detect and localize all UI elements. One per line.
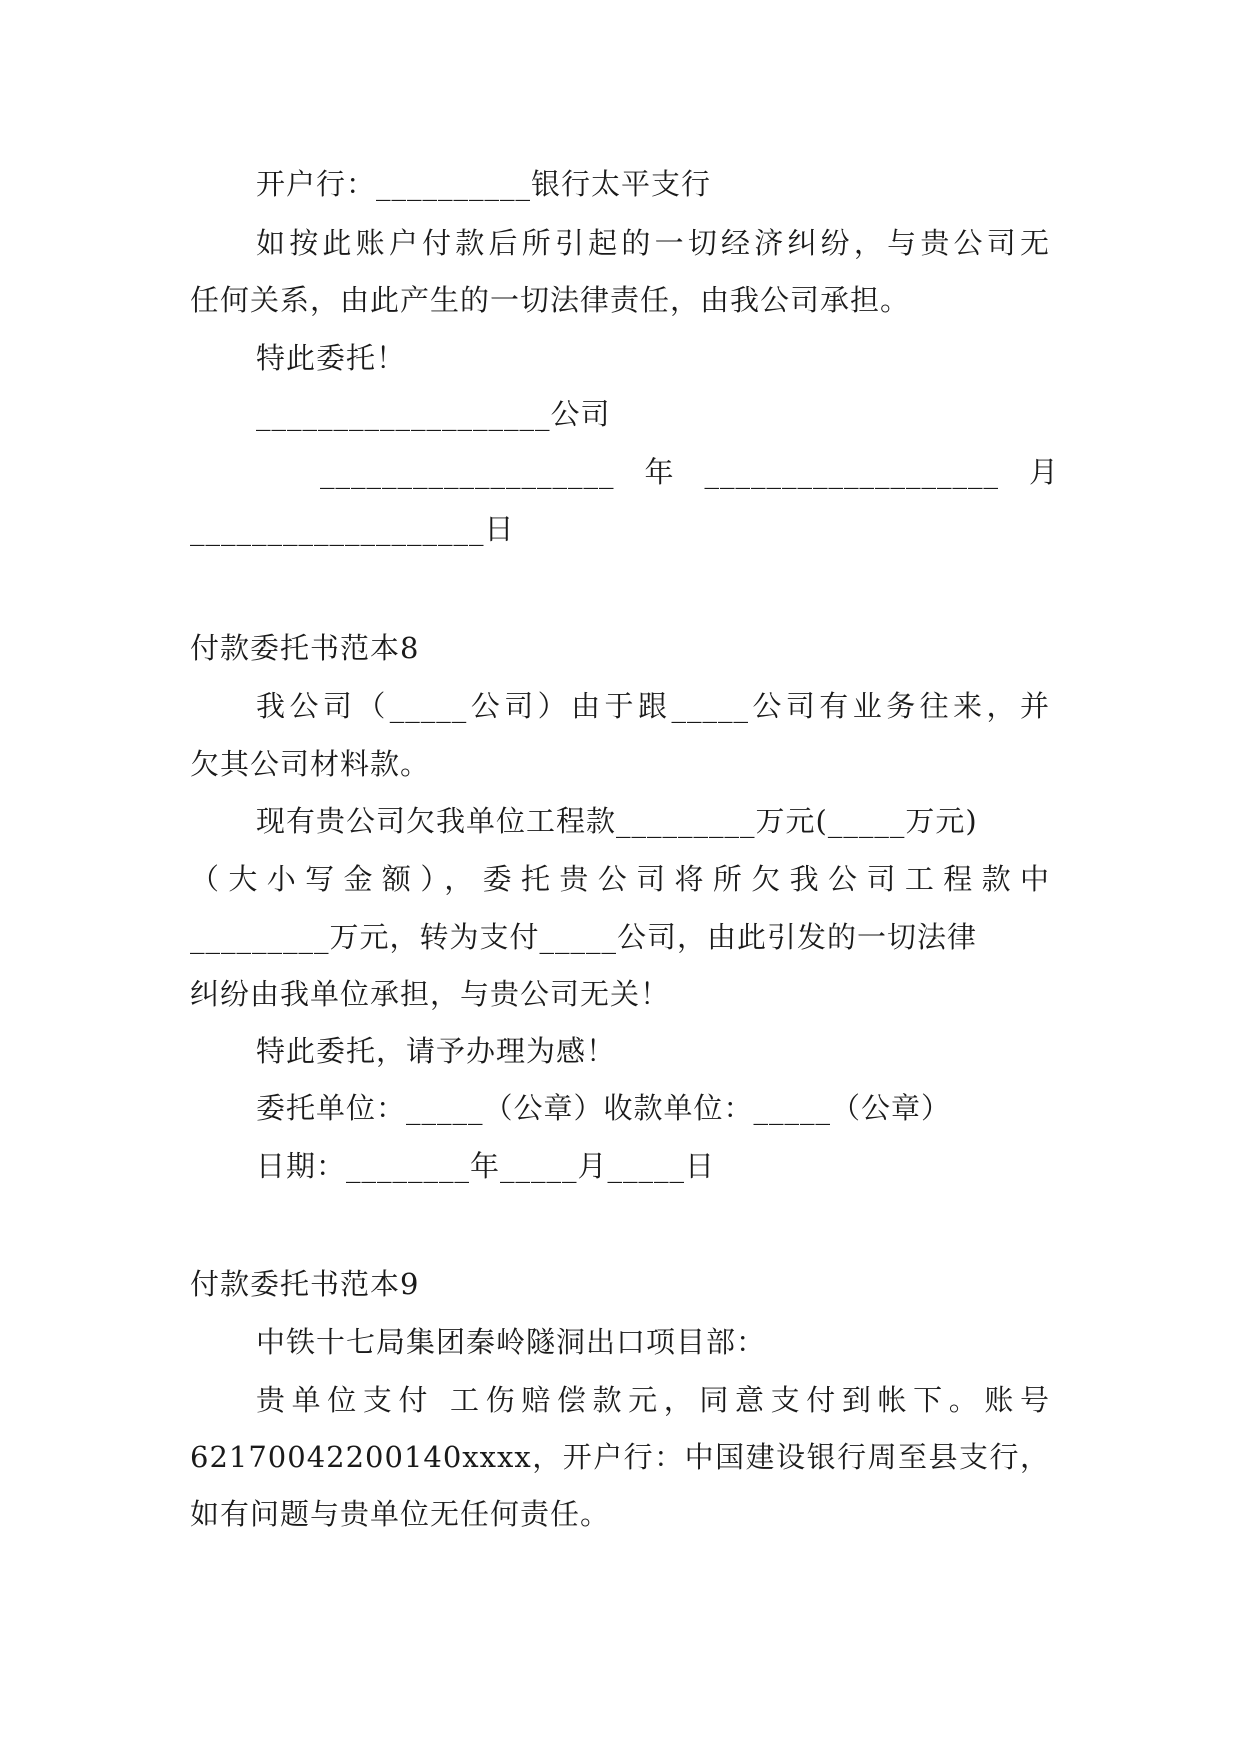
- date-line-year-month: ___________________ 年 ___________________ 月: [320, 455, 1060, 489]
- section-8-para2-line2: （大小写金额），委托贵公司将所欠我公司工程款中: [190, 862, 1050, 896]
- section-9-body-line1: 贵单位支付 工伤赔偿款元，同意支付到帐下。账号: [256, 1383, 1050, 1417]
- liability-text-line-2: 任何关系，由此产生的一切法律责任，由我公司承担。: [190, 283, 911, 317]
- section-9-addressee: 中铁十七局集团秦岭隧洞出口项目部：: [256, 1325, 767, 1359]
- section-9-body-line2: 62170042200140xxxx，开户行：中国建设银行周至县支行，: [190, 1440, 1050, 1474]
- section-8-date: 日期：________年_____月_____日: [256, 1149, 716, 1183]
- date-line-day: ___________________日: [190, 512, 515, 546]
- section-8-para2-line1: 现有贵公司欠我单位工程款_________万元(_____万元): [256, 804, 978, 838]
- section-8-signatures: 委托单位：_____（公章）收款单位：_____（公章）: [256, 1091, 952, 1125]
- bank-line: 开户行：__________银行太平支行: [256, 167, 712, 201]
- company-signature-line: ___________________公司: [256, 397, 611, 431]
- section-8-para2-line3: _________万元，转为支付_____公司，由此引发的一切法律: [190, 920, 978, 954]
- section-9-body-line3: 如有问题与贵单位无任何责任。: [190, 1497, 611, 1531]
- liability-text-line-1: 如按此账户付款后所引起的一切经济纠纷，与贵公司无: [256, 226, 1050, 260]
- section-8-para1-line1: 我公司（_____公司）由于跟_____公司有业务往来，并: [256, 689, 1050, 723]
- section-9-title: 付款委托书范本9: [190, 1267, 420, 1301]
- closing-text: 特此委托！: [256, 341, 407, 375]
- section-8-title: 付款委托书范本8: [190, 631, 420, 665]
- section-8-para1-line2: 欠其公司材料款。: [190, 747, 431, 781]
- section-8-para2-line4: 纠纷由我单位承担，与贵公司无关！: [190, 977, 671, 1011]
- section-8-closing: 特此委托，请予办理为感！: [256, 1034, 617, 1068]
